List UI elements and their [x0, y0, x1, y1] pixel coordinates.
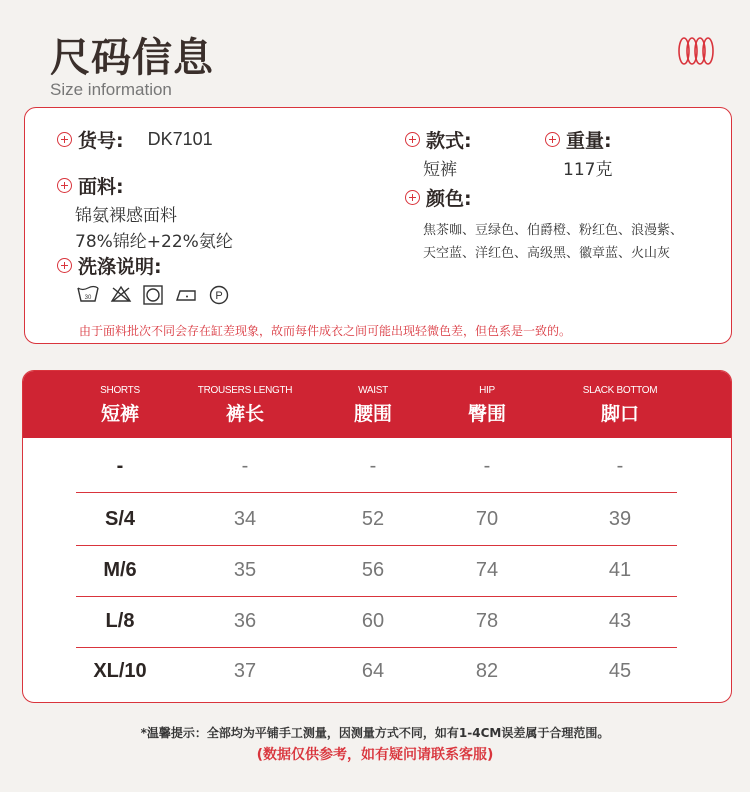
size-cell: S/4 — [104, 508, 136, 530]
waist-cell: 64 — [361, 659, 385, 682]
style-field — [405, 126, 472, 183]
size-table — [22, 370, 732, 703]
wash-30-icon — [77, 285, 99, 303]
size-cell: M/6 — [103, 559, 137, 581]
svg-text:30: 30 — [84, 295, 92, 301]
hip-cell: 78 — [475, 610, 499, 632]
length-cell: 36 — [233, 610, 257, 632]
hip-cell: - — [483, 455, 491, 477]
color-options-line1: 焦茶咖、豆绿色、伯爵橙、粉红色、浪漫紫、 — [423, 223, 684, 238]
fabric-composition-line2: 78%锦纶+22%氨纶 — [75, 232, 233, 252]
waist-cell: 60 — [361, 610, 385, 632]
table-row — [76, 494, 677, 546]
header-slack-bottom: SLACK BOTTOM 脚口 — [582, 385, 658, 425]
slack-bottom-cell: 45 — [608, 659, 632, 682]
color-label: 颜色: — [426, 188, 472, 210]
svg-text:P: P — [215, 290, 223, 302]
table-row — [76, 596, 677, 648]
length-cell: 35 — [233, 559, 257, 581]
header-shorts: SHORTS 短裤 — [100, 385, 140, 425]
length-cell: 34 — [233, 508, 257, 530]
dry-clean-p-icon — [209, 285, 229, 305]
length-cell: 37 — [233, 659, 257, 682]
table-row — [76, 545, 677, 597]
plus-circle-icon — [545, 132, 560, 147]
slack-bottom-cell: 39 — [608, 508, 632, 530]
size-cell: XL/10 — [93, 659, 147, 682]
slack-bottom-cell: 41 — [608, 559, 632, 581]
reference-disclaimer: (数据仅供参考，如有疑问请联系客服) — [256, 747, 494, 763]
fabric-composition-line1: 锦氨裸感面料 — [75, 206, 177, 226]
waist-cell: 56 — [361, 559, 385, 581]
item-number-field — [57, 126, 213, 153]
item-number-value: DK7101 — [147, 129, 213, 149]
table-header — [23, 371, 731, 438]
weight-label: 重量: — [566, 130, 612, 152]
style-label: 款式: — [426, 130, 472, 152]
size-cell: L/8 — [105, 610, 135, 632]
table-row — [76, 441, 677, 493]
length-cell: - — [241, 455, 249, 477]
care-label: 洗涤说明: — [78, 256, 162, 278]
tumble-dry-icon — [143, 285, 163, 305]
plus-circle-icon — [57, 132, 72, 147]
color-options-line2: 天空蓝、洋红色、高级黑、徽章蓝、火山灰 — [423, 246, 671, 261]
plus-circle-icon — [57, 258, 72, 273]
header-trousers-length: TROUSERS LENGTH 裤长 — [197, 385, 293, 425]
header-waist: WAIST 腰围 — [353, 385, 393, 425]
table-row — [76, 645, 677, 697]
page-title: 尺码信息 — [50, 35, 214, 81]
hip-cell: 82 — [475, 659, 499, 682]
page-subtitle: Size information — [50, 80, 172, 99]
plus-circle-icon — [57, 178, 72, 193]
care-field — [57, 252, 162, 279]
plus-circle-icon — [405, 190, 420, 205]
weight-field — [545, 126, 612, 183]
hip-cell: 74 — [475, 559, 499, 581]
slack-bottom-cell: - — [616, 455, 624, 477]
iron-low-icon — [174, 285, 198, 303]
rings-decoration-icon — [678, 36, 714, 66]
fabric-label: 面料: — [78, 176, 124, 198]
product-info-card — [24, 107, 732, 344]
waist-cell: 52 — [361, 508, 385, 530]
slack-bottom-cell: 43 — [608, 610, 632, 632]
fabric-field — [57, 172, 233, 255]
color-difference-note: 由于面料批次不同会存在缸差现象，故而每件成衣之间可能出现轻微色差，但色系是一致的。 — [79, 324, 572, 338]
hip-cell: 70 — [475, 508, 499, 530]
no-bleach-icon — [110, 285, 132, 303]
item-number-label: 货号: — [78, 130, 124, 152]
weight-value: 117克 — [563, 160, 613, 180]
color-field — [405, 184, 723, 265]
style-value: 短裤 — [423, 160, 457, 180]
waist-cell: - — [369, 455, 377, 477]
plus-circle-icon — [405, 132, 420, 147]
measurement-tip: *温馨提示：全部均为平铺手工测量，因测量方式不同，如有1-4CM误差属于合理范围。 — [140, 726, 610, 740]
size-cell: - — [116, 455, 124, 477]
header-hip: HIP 臀围 — [467, 385, 507, 425]
care-icons-row — [77, 285, 229, 305]
